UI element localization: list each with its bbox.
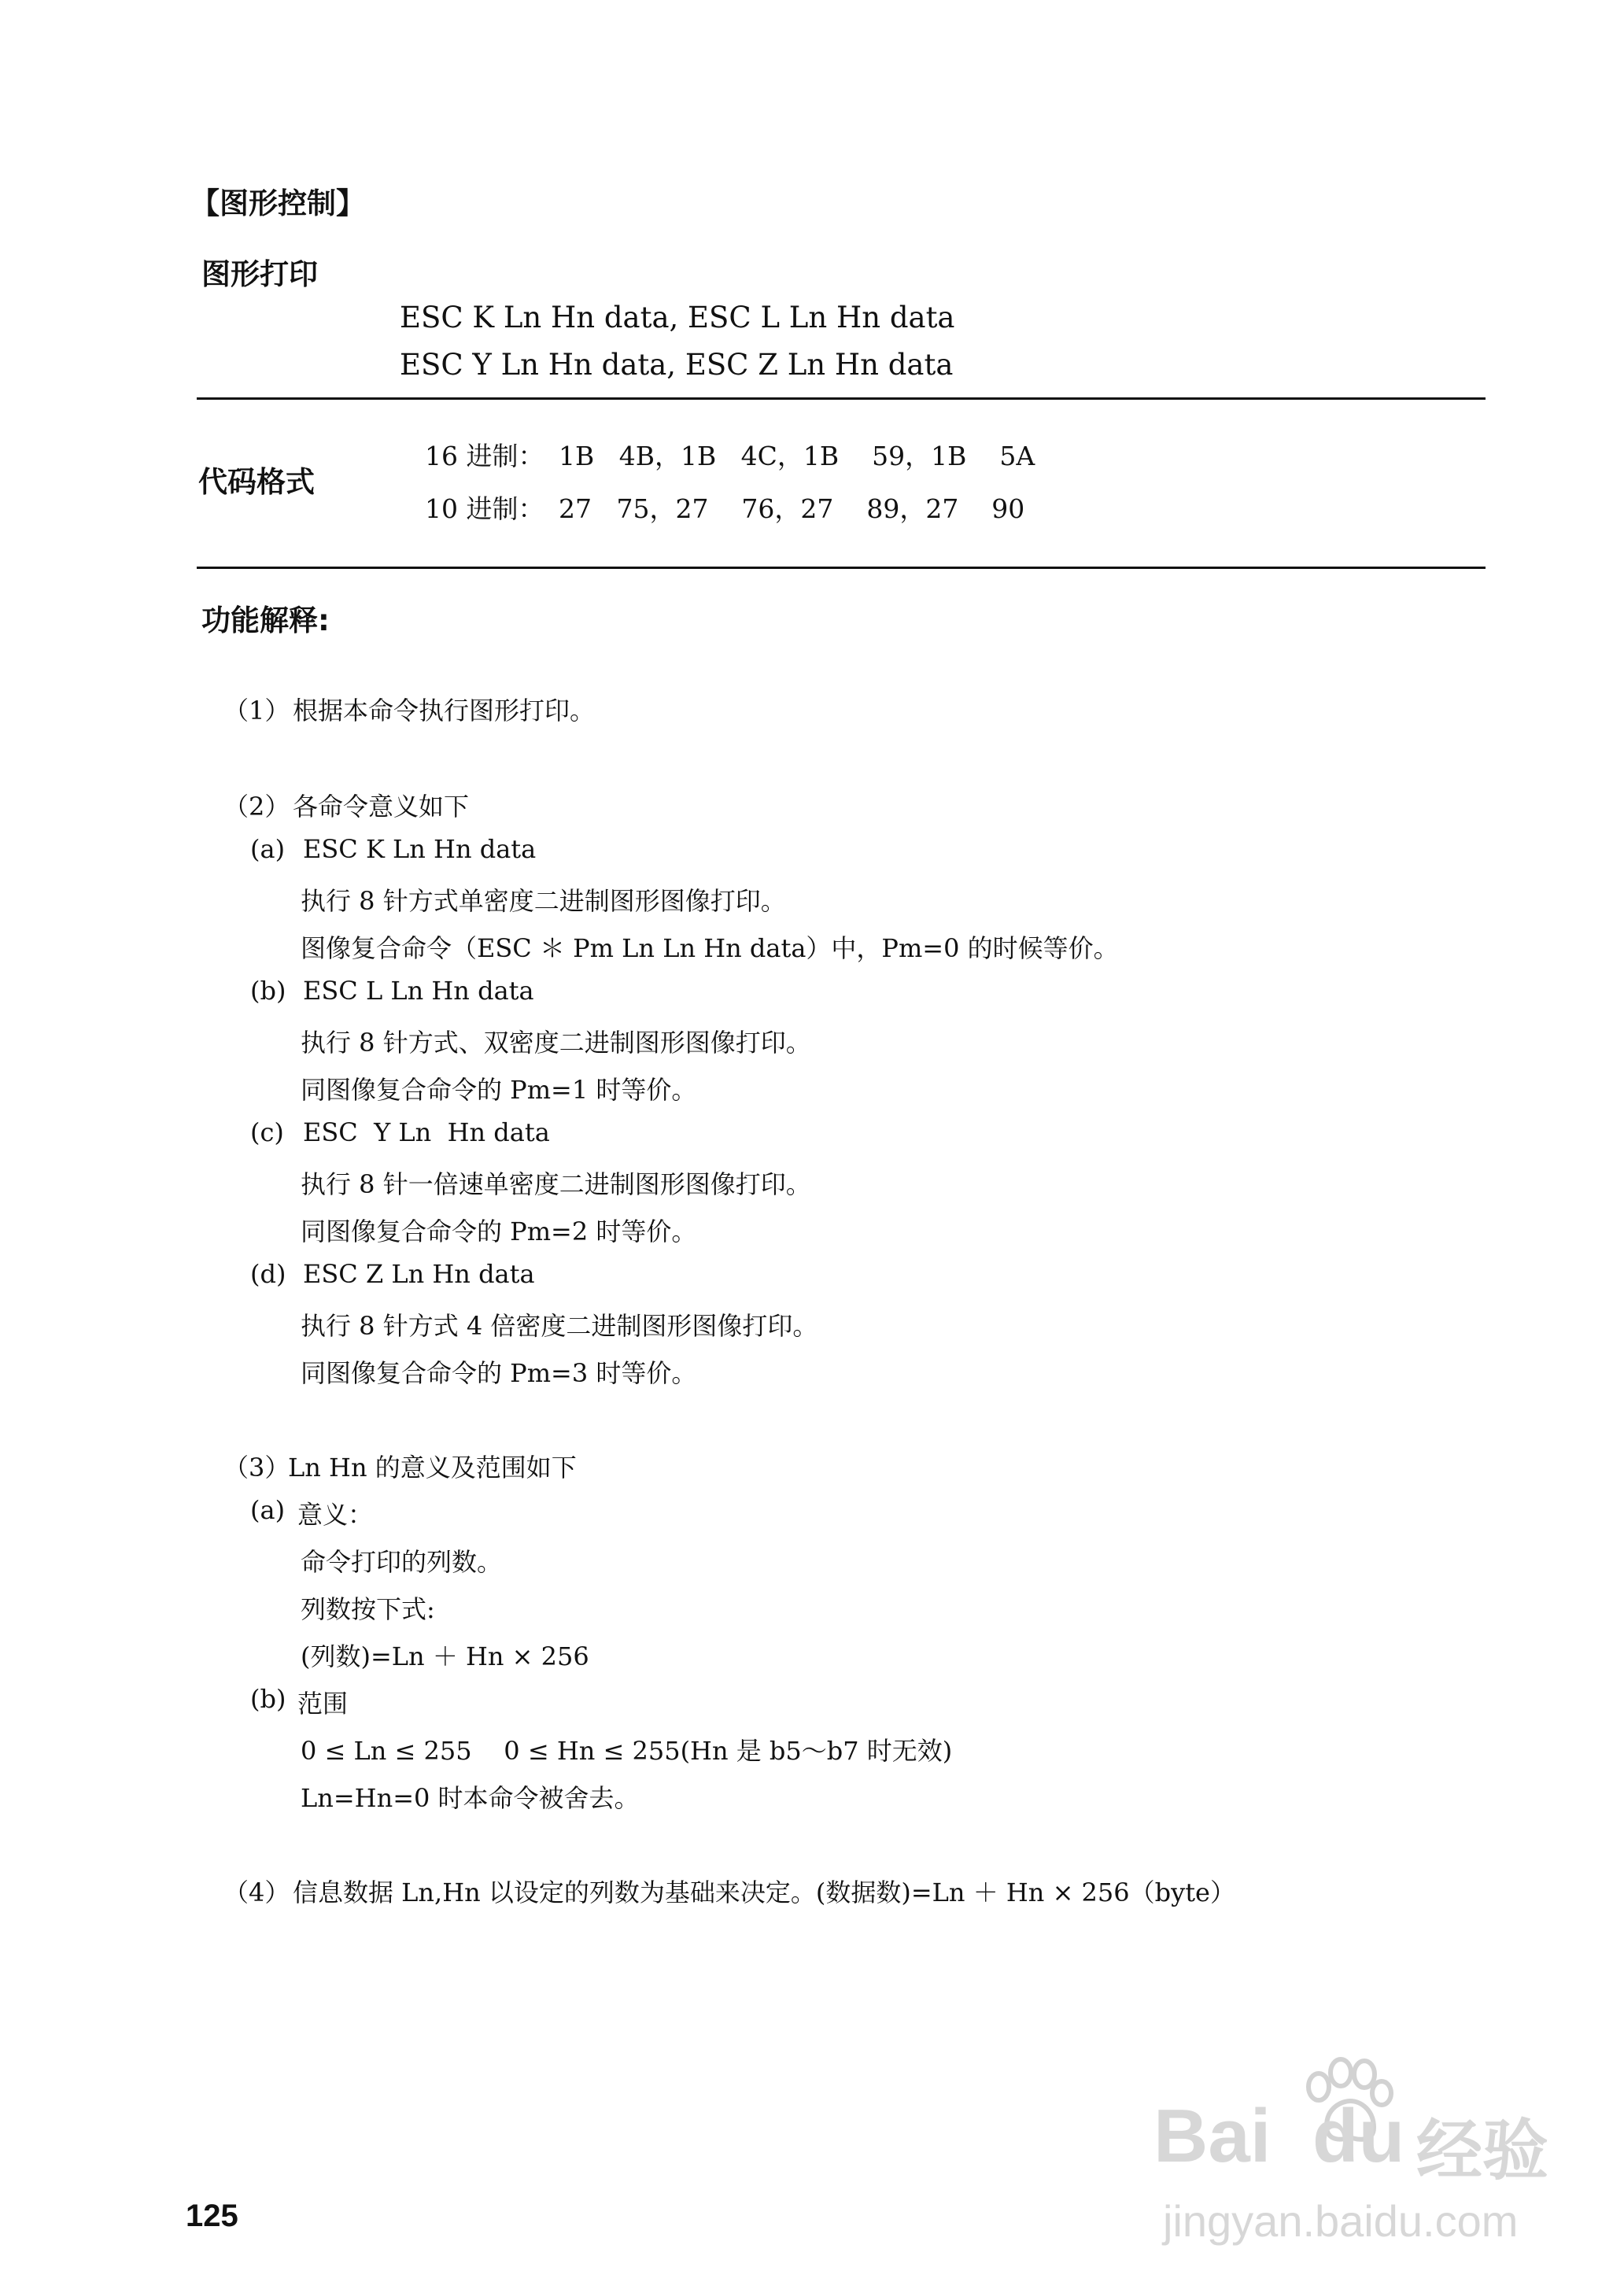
divider-top	[197, 397, 1486, 400]
command-heading: 图形打印	[201, 257, 318, 291]
item-2a-line-2: 图像复合命令（ESC ＊ Pm Ln Ln Hn data）中，Pm=0 的时候等价。	[301, 933, 1119, 963]
item-1-number: （1）	[223, 696, 290, 726]
item-3b-tag: (b)	[250, 1684, 286, 1714]
item-2d-line-2: 同图像复合命令的 Pm=3 时等价。	[301, 1358, 697, 1388]
item-2d-head: ESC Z Ln Hn data	[303, 1259, 535, 1289]
item-3b-line-1: 0 ≤ Ln ≤ 255 0 ≤ Hn ≤ 255(Hn 是 b5～b7 时无效)	[301, 1736, 953, 1766]
item-3a-line-2: 列数按下式:	[301, 1594, 435, 1624]
divider-bottom	[197, 567, 1486, 569]
code-base-dec: 10 进制：	[425, 493, 544, 524]
item-2b-line-1: 执行 8 针方式、双密度二进制图形图像打印。	[301, 1028, 811, 1058]
item-2d-line-1: 执行 8 针方式 4 倍密度二进制图形图像打印。	[301, 1311, 818, 1341]
item-3-number: （3）	[223, 1453, 290, 1483]
code-base-hex: 16 进制：	[425, 441, 544, 471]
item-3b-line-2: Ln=Hn=0 时本命令被舍去。	[301, 1783, 640, 1813]
item-4-text: 信息数据 Ln,Hn 以设定的列数为基础来决定。(数据数)=Ln ＋ Hn × 256（byte）	[293, 1878, 1235, 1907]
item-2a-line-1: 执行 8 针方式单密度二进制图形图像打印。	[301, 886, 786, 916]
command-line-2: ESC Y Ln Hn data, ESC Z Ln Hn data	[400, 348, 954, 382]
item-2b-line-2: 同图像复合命令的 Pm=1 时等价。	[301, 1075, 697, 1105]
item-2b-tag: (b)	[250, 976, 286, 1006]
watermark-brand-du: du	[1312, 2094, 1405, 2178]
section-title: 【图形控制】	[190, 186, 365, 220]
item-3a-head: 意义：	[297, 1500, 374, 1530]
item-2b-head: ESC L Ln Hn data	[303, 976, 534, 1006]
item-2-text: 各命令意义如下	[293, 792, 470, 822]
command-line-1: ESC K Ln Hn data, ESC L Ln Hn data	[400, 301, 955, 334]
item-3a-tag: (a)	[250, 1495, 286, 1525]
code-value-hex: 1B 4B，1B 4C，1B 59，1B 5A	[559, 441, 1035, 471]
item-2d-tag: (d)	[250, 1259, 286, 1289]
item-2c-line-1: 执行 8 针一倍速单密度二进制图形图像打印。	[301, 1169, 811, 1199]
item-4-number: （4）	[223, 1878, 290, 1907]
item-3a-line-3: (列数)=Ln ＋ Hn × 256	[301, 1641, 589, 1671]
watermark-brand: Bai	[1153, 2094, 1272, 2178]
item-1-text: 根据本命令执行图形打印。	[293, 696, 596, 726]
item-3a-line-1: 命令打印的列数。	[301, 1547, 503, 1577]
item-2c-head: ESC Y Ln Hn data	[303, 1117, 550, 1147]
code-format-label: 代码格式	[198, 465, 315, 499]
watermark-url: jingyan.baidu.com	[1163, 2196, 1519, 2246]
item-2c-line-2: 同图像复合命令的 Pm=2 时等价。	[301, 1217, 697, 1246]
item-3b-head: 范围	[297, 1689, 349, 1719]
page-number: 125	[186, 2199, 238, 2233]
item-2a-tag: (a)	[250, 834, 286, 864]
item-2-number: （2）	[223, 792, 290, 822]
function-heading: 功能解释:	[201, 604, 330, 637]
item-3-text: Ln Hn 的意义及范围如下	[288, 1453, 577, 1483]
code-value-dec: 27 75，27 76，27 89，27 90	[559, 493, 1025, 524]
item-2a-head: ESC K Ln Hn data	[303, 834, 537, 864]
watermark-suffix: 经验	[1416, 2114, 1549, 2188]
item-2c-tag: (c)	[250, 1117, 284, 1147]
